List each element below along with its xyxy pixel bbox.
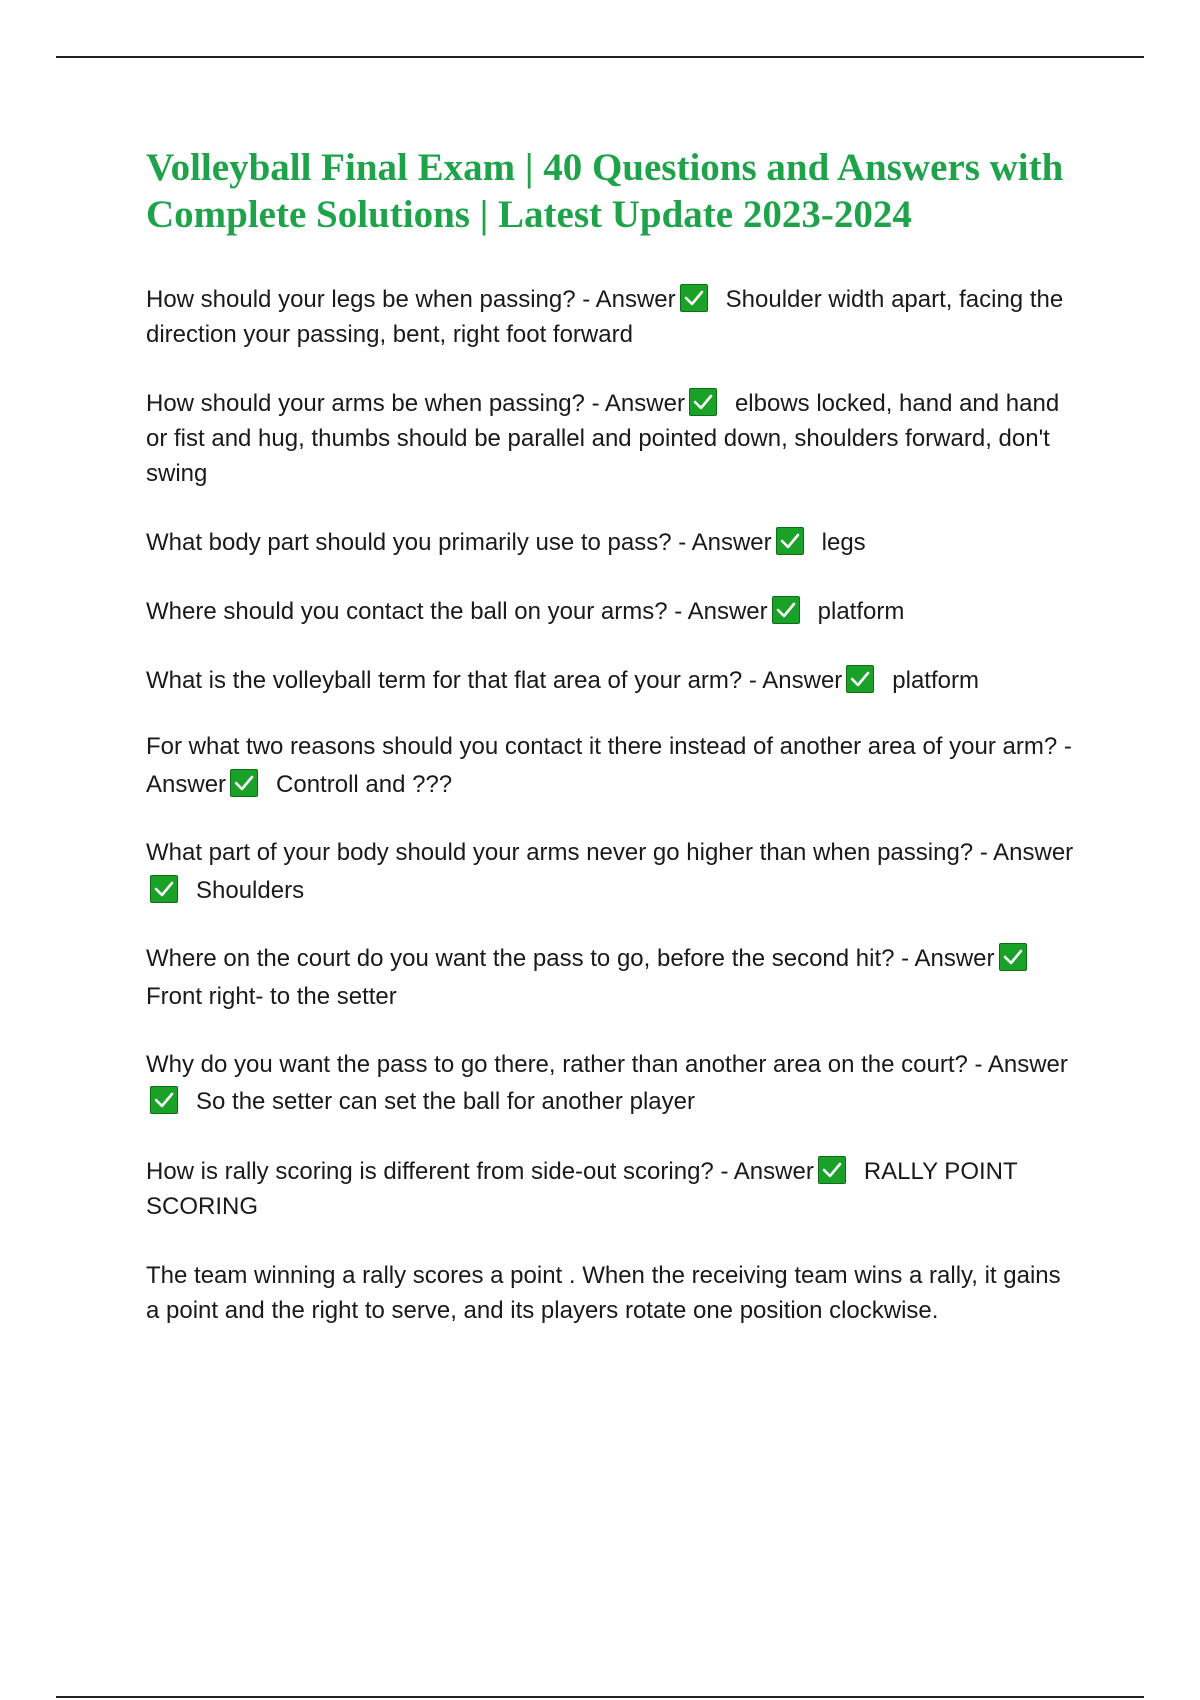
answer-text: platform (892, 667, 979, 694)
qa-item (146, 386, 1076, 491)
answer-text: Controll and ??? (276, 771, 453, 798)
top-rule (56, 56, 1144, 58)
answer-text: Shoulder width apart, facing the direction your passing, bent, right foot forward (146, 286, 1064, 348)
question-text: What body part should you primarily use to pass? - Answer (146, 529, 772, 556)
question-text: How should your arms be when passing? - Answer (146, 390, 685, 417)
check-icon (150, 1086, 178, 1114)
answer-text: elbows locked, hand and hand or fist and hug, thumbs should be parallel and pointed down, shoulders forward, don't swing (146, 390, 1060, 487)
check-icon (772, 596, 800, 624)
answer-text: platform (817, 598, 905, 625)
question-text: Why do you want the pass to go there, rather than another area on the court? - Answer (146, 1051, 1068, 1078)
check-icon (776, 527, 804, 555)
question-text: How should your legs be when passing? - Answer (146, 286, 676, 313)
check-icon (999, 943, 1027, 971)
qa-item (146, 728, 1076, 804)
question-text: For what two reasons should you contact it there instead of another area of your arm? - Answer (146, 733, 1072, 798)
check-icon (230, 769, 258, 797)
check-icon (680, 284, 708, 312)
question-text: Where on the court do you want the pass to go, before the second hit? - Answer (146, 945, 995, 972)
answer-text: RALLY POINT SCORING (146, 1158, 1018, 1220)
qa-item (146, 594, 1076, 629)
question-text: What part of your body should your arms never go higher than when passing? - Answer (146, 839, 1074, 866)
question-text: How is rally scoring is different from side-out scoring? - Answer (146, 1158, 814, 1185)
answer-text: So the setter can set the ball for another player (196, 1088, 695, 1115)
qa-item (146, 282, 1076, 352)
answer-text: Front right- to the setter (146, 983, 397, 1010)
answer-text: legs (821, 529, 866, 556)
question-text: What is the volleyball term for that flat area of your arm? - Answer (146, 667, 843, 694)
document-title: Volleyball Final Exam | 40 Questions and Answers with Complete Solutions | Latest Update 2023-2024 (146, 146, 1064, 236)
qa-item (146, 663, 1076, 698)
answer-text: Shoulders (196, 877, 305, 904)
question-text: Where should you contact the ball on your arms? - Answer (146, 598, 768, 625)
qa-item (146, 1154, 1076, 1224)
check-icon (689, 388, 717, 416)
check-icon (818, 1156, 846, 1184)
qa-item (146, 1046, 1076, 1120)
qa-item (146, 940, 1076, 1016)
check-icon (846, 665, 874, 693)
check-icon (150, 875, 178, 903)
qa-item (146, 525, 1076, 560)
document-body (146, 144, 1076, 1328)
qa-item (146, 834, 1076, 910)
bottom-rule (56, 1696, 1144, 1698)
closing-paragraph: The team winning a rally scores a point . When the receiving team wins a rally, it gains a point and the right to serve, and its players rotate one position clockwise. (146, 1262, 1061, 1324)
